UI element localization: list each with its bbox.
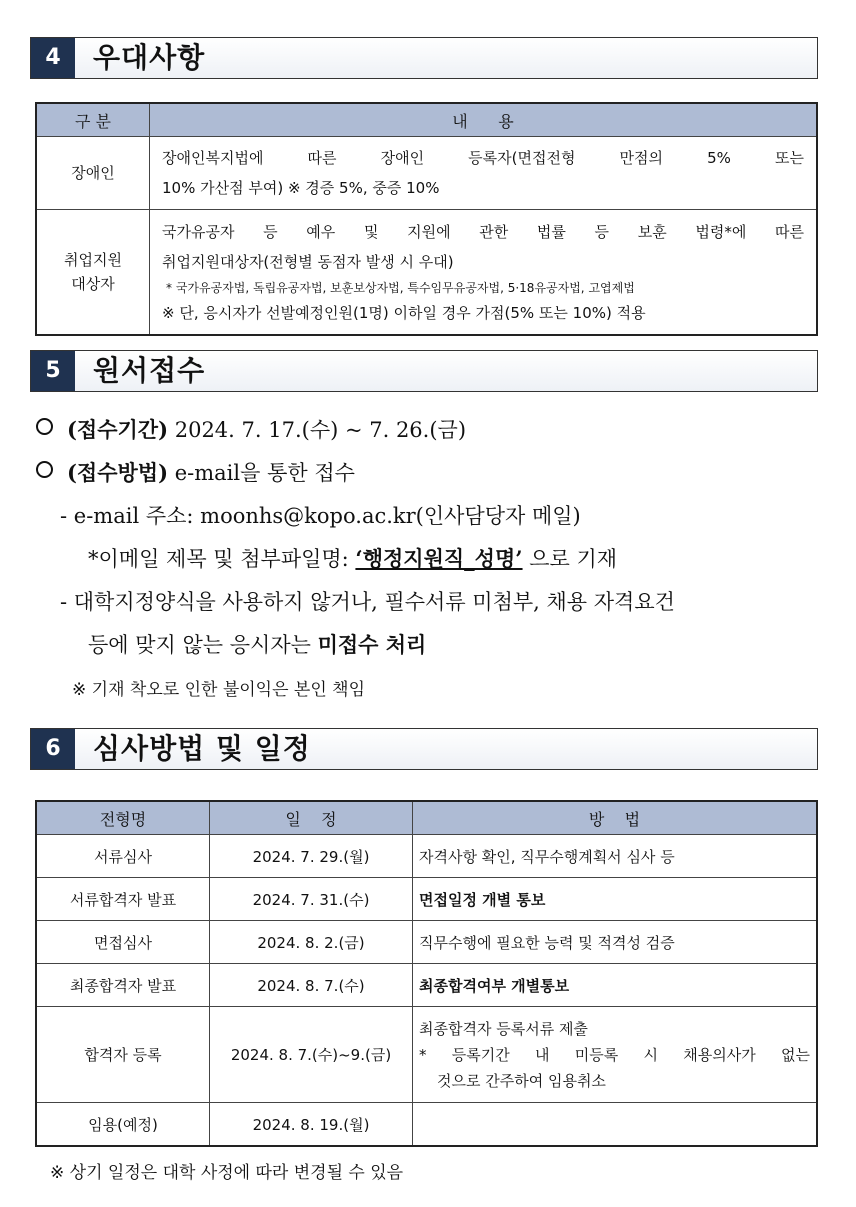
table-row xyxy=(36,210,817,335)
date-cell: 2024. 8. 7.(수) xyxy=(210,964,413,1007)
period-label: (접수기간) xyxy=(67,417,169,442)
date-cell: 2024. 7. 31.(수) xyxy=(210,878,413,921)
stage-cell: 면접심사 xyxy=(36,921,210,964)
method-line: 것으로 간주하여 임용취소 xyxy=(437,1071,606,1090)
header-stage: 전형명 xyxy=(36,801,210,835)
section-5-header xyxy=(30,350,818,392)
header-date: 일 정 xyxy=(210,801,413,835)
table-row xyxy=(36,835,817,878)
method-label: (접수방법) xyxy=(67,460,169,485)
table-row xyxy=(36,878,817,921)
table-row xyxy=(36,1007,817,1103)
responsibility-note: ※ 기재 착오로 인한 불이익은 본인 책임 xyxy=(72,680,365,700)
period-line xyxy=(36,414,466,444)
section-title: 원서접수 xyxy=(93,354,206,387)
content-cell xyxy=(150,137,818,210)
date-cell: 2024. 8. 2.(금) xyxy=(210,921,413,964)
content-line: 취업지원대상자(전형별 동점자 발생 시 우대) xyxy=(162,252,454,271)
content-line: 국가유공자 등 예우 및 지원에 관한 법률 등 보훈 법령*에 따른 xyxy=(162,222,804,241)
table-row xyxy=(36,137,817,210)
section-4-header xyxy=(30,37,818,79)
warning-line xyxy=(88,629,426,659)
table-row xyxy=(36,964,817,1007)
footnote-line: * 국가유공자법, 독립유공자법, 보훈보상자법, 특수임무유공자법, 5·18유공자법, 고엽제법 xyxy=(166,280,635,295)
schedule-table xyxy=(35,800,818,1147)
header-category: 구 분 xyxy=(36,103,150,137)
section-title: 우대사항 xyxy=(93,41,206,74)
category-cell: 장애인 xyxy=(36,137,150,210)
category-line: 대상자 xyxy=(71,274,115,293)
section-number: 5 xyxy=(31,351,75,391)
stage-cell: 서류심사 xyxy=(36,835,210,878)
content-line: 장애인복지법에 따른 장애인 등록자(면접전형 만점의 5% 또는 xyxy=(162,149,804,167)
section-title: 심사방법 및 일정 xyxy=(93,732,311,765)
stage-cell: 임용(예정) xyxy=(36,1103,210,1147)
subject-prefix: *이메일 제목 및 첨부파일명: xyxy=(88,547,356,571)
subject-name: ‘행정지원직_성명’ xyxy=(355,546,523,571)
stage-cell: 최종합격자 발표 xyxy=(36,964,210,1007)
content-line: ※ 단, 응시자가 선발예정인원(1명) 이하일 경우 가점(5% 또는 10%) 적용 xyxy=(162,303,646,322)
warning-bold: 미접수 처리 xyxy=(317,632,427,657)
table-row xyxy=(36,921,817,964)
header-content: 내 용 xyxy=(150,103,818,137)
method-cell: 최종합격여부 개별통보 xyxy=(413,964,818,1007)
period-value: 2024. 7. 17.(수) ~ 7. 26.(금) xyxy=(174,418,467,442)
preference-table xyxy=(35,102,818,336)
date-cell: 2024. 8. 19.(월) xyxy=(210,1103,413,1147)
method-cell xyxy=(413,1007,818,1103)
section-number: 6 xyxy=(31,729,75,769)
method-line: * 등록기간 내 미등록 시 채용의사가 없는 xyxy=(419,1045,810,1064)
subject-line xyxy=(88,543,617,573)
category-cell xyxy=(36,210,150,335)
content-line: 10% 가산점 부여) ※ 경증 5%, 중증 10% xyxy=(162,179,440,197)
method-cell: 직무수행에 필요한 능력 및 적격성 검증 xyxy=(413,921,818,964)
method-cell: 면접일정 개별 통보 xyxy=(413,878,818,921)
method-cell: 자격사항 확인, 직무수행계획서 심사 등 xyxy=(413,835,818,878)
method-value: e-mail을 통한 접수 xyxy=(174,461,355,485)
warning-line: - 대학지정양식을 사용하지 않거나, 필수서류 미첨부, 채용 자격요건 xyxy=(60,590,675,614)
method-line xyxy=(36,457,355,487)
content-cell xyxy=(150,210,818,335)
stage-cell: 합격자 등록 xyxy=(36,1007,210,1103)
schedule-note: ※ 상기 일정은 대학 사정에 따라 변경될 수 있음 xyxy=(50,1163,404,1183)
section-6-header xyxy=(30,728,818,770)
section-number: 4 xyxy=(31,38,75,78)
stage-cell: 서류합격자 발표 xyxy=(36,878,210,921)
category-line: 취업지원 xyxy=(64,250,122,269)
email-line: - e-mail 주소: moonhs@kopo.ac.kr(인사담당자 메일) xyxy=(60,504,581,528)
date-cell: 2024. 7. 29.(월) xyxy=(210,835,413,878)
subject-suffix: 으로 기재 xyxy=(522,547,618,571)
method-line: 최종합격자 등록서류 제출 xyxy=(419,1019,588,1038)
warning-prefix: 등에 맞지 않는 응시자는 xyxy=(88,633,318,657)
header-method: 방 법 xyxy=(413,801,818,835)
date-cell: 2024. 8. 7.(수)~9.(금) xyxy=(210,1007,413,1103)
method-cell xyxy=(413,1103,818,1147)
circle-bullet-icon xyxy=(36,418,53,435)
circle-bullet-icon xyxy=(36,461,53,478)
table-row xyxy=(36,1103,817,1147)
